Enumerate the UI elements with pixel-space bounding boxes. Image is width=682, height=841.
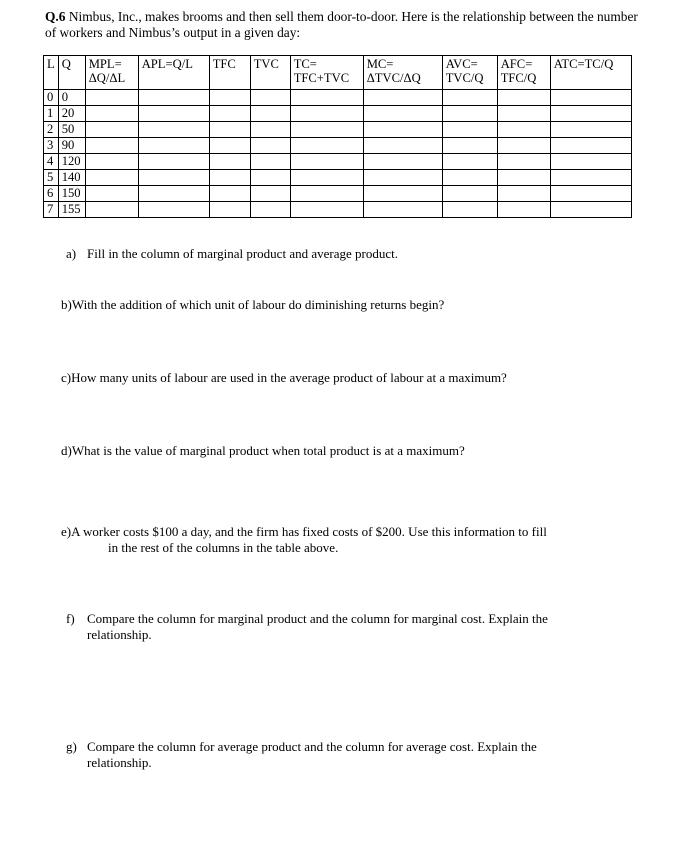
question-intro: Nimbus, Inc., makes brooms and then sell them door-to-door. Here is the relationship between the number of workers and Nimbus’s output in a given day: (45, 9, 638, 40)
header-afc: AFC= TFC/Q (497, 56, 550, 90)
question-a-label: a) (66, 246, 77, 261)
table-row: 5 140 (44, 170, 632, 186)
question-number: Q.6 (45, 9, 66, 24)
header-apl: APL=Q/L (138, 56, 209, 90)
question-g-label: g) (66, 739, 77, 754)
header-mpl: MPL= ΔQ/ΔL (85, 56, 138, 90)
header-mc: MC= ΔTVC/ΔQ (363, 56, 442, 90)
header-avc: AVC= TVC/Q (442, 56, 497, 90)
question-d: d)What is the value of marginal product when total product is at a maximum? (61, 443, 465, 458)
table-row: 3 90 (44, 138, 632, 154)
question-f-text: Compare the column for marginal product and the column for marginal cost. Explain the relationship. (87, 611, 548, 642)
table-row: 2 50 (44, 122, 632, 138)
question-f (66, 611, 626, 643)
header-tvc: TVC (250, 56, 290, 90)
question-e-line1: e)A worker costs $100 a day, and the firm has fixed costs of $200. Use this information to fill (61, 524, 547, 539)
table-row: 0 0 (44, 90, 632, 106)
question-heading (45, 9, 645, 41)
question-g (66, 739, 626, 771)
table-row: 7 155 (44, 202, 632, 218)
table-row: 1 20 (44, 106, 632, 122)
header-tc: TC= TFC+TVC (290, 56, 363, 90)
question-f-label: f) (66, 611, 75, 626)
header-atc: ATC=TC/Q (550, 56, 631, 90)
question-e-line2: in the rest of the columns in the table above. (108, 540, 339, 555)
question-a (66, 246, 626, 262)
header-q: Q (58, 56, 85, 90)
cost-table (43, 55, 632, 218)
table-row: 4 120 (44, 154, 632, 170)
header-l: L (44, 56, 59, 90)
header-tfc: TFC (209, 56, 250, 90)
question-e (61, 524, 641, 556)
question-c: c)How many units of labour are used in the average product of labour at a maximum? (61, 370, 507, 385)
question-a-text: Fill in the column of marginal product and average product. (87, 246, 398, 261)
question-b: b)With the addition of which unit of labour do diminishing returns begin? (61, 297, 445, 312)
table-row: 6 150 (44, 186, 632, 202)
question-g-text: Compare the column for average product and the column for average cost. Explain the relationship. (87, 739, 537, 770)
table-header-row (44, 56, 632, 90)
